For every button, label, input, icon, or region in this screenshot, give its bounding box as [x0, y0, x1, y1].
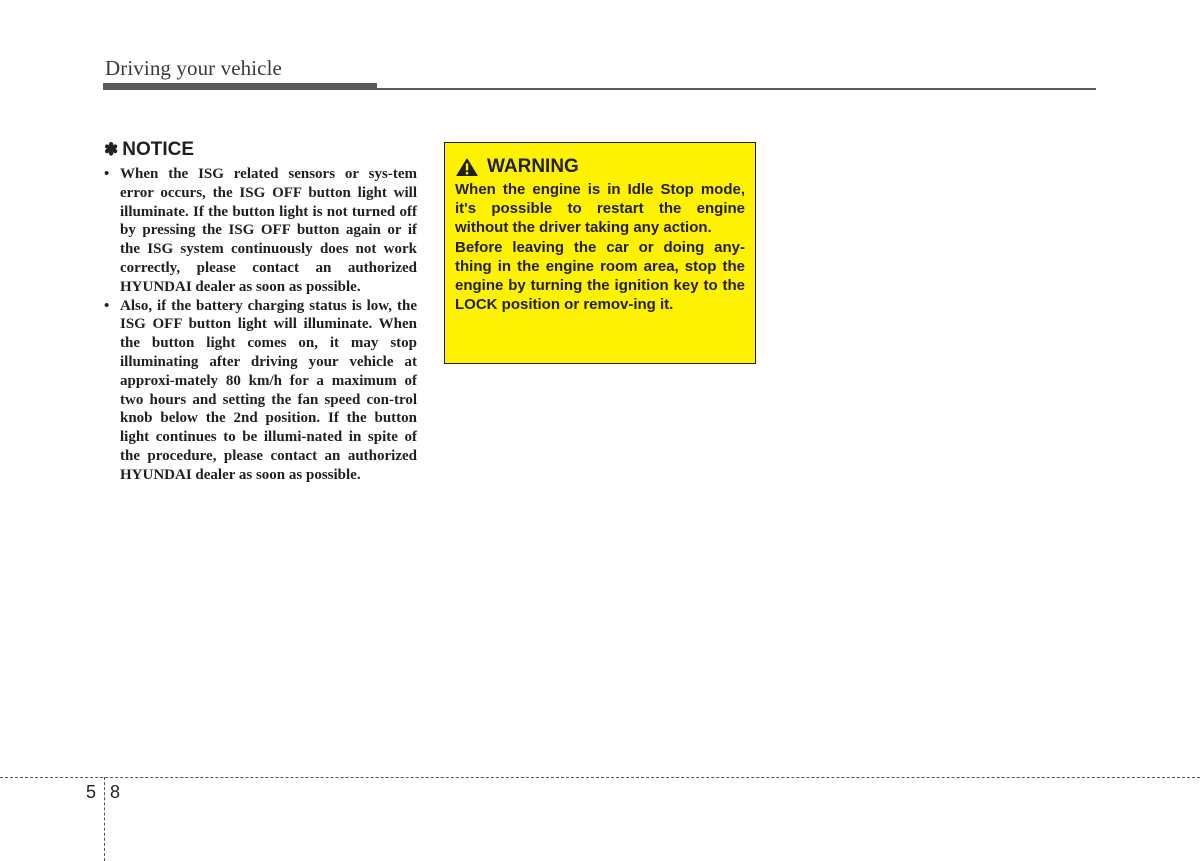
footer-dashed-rule: [0, 777, 1200, 778]
notice-section: [104, 138, 417, 485]
notice-item: [104, 165, 417, 297]
notice-heading-label: NOTICE: [122, 139, 195, 160]
warning-paragraph: Before leaving the car or doing any-thing in the engine room area, stop the engine by turning the ignition key to the LOCK position or remov-ing it.: [455, 239, 745, 313]
warning-heading: [455, 155, 745, 179]
page-header-title: Driving your vehicle: [105, 56, 282, 80]
warning-paragraph: When the engine is in Idle Stop mode, it's possible to restart the engine without the driver taking any action.: [455, 181, 745, 236]
page-chapter-number: 5: [86, 782, 97, 802]
header-rule-thin: [103, 88, 1096, 90]
notice-item: [104, 297, 417, 485]
bullet-icon: •: [104, 297, 110, 314]
notice-list: [104, 165, 417, 485]
notice-star-icon: ✽: [104, 140, 119, 159]
warning-box: [444, 142, 756, 364]
bullet-icon: •: [104, 166, 110, 182]
page-number: 8: [110, 782, 121, 802]
footer-vertical-dashed-rule: [104, 777, 105, 861]
notice-item-text: Also, if the battery charging status is low, the ISG OFF button light will illuminate. When the button light comes on, it may stop illuminating after driving your vehicle at approxi-mately 80 km/h for a maximum of two hours and setting the fan speed con-trol knob below the 2nd position. If the button light continues to be illumi-nated in spite of the procedure, please contact an authorized HYUNDAI dealer as soon as possible.: [120, 297, 417, 483]
notice-heading: [104, 138, 417, 162]
notice-item-text: When the ISG related sensors or sys-tem error occurs, the ISG OFF button light will illuminate. If the button light is not turned off by pressing the ISG OFF button again or if the ISG system continuously does not work correctly, please contact an authorized HYUNDAI dealer as soon as possible.: [120, 166, 417, 295]
warning-triangle-icon: [455, 157, 479, 177]
warning-heading-label: WARNING: [487, 156, 579, 177]
